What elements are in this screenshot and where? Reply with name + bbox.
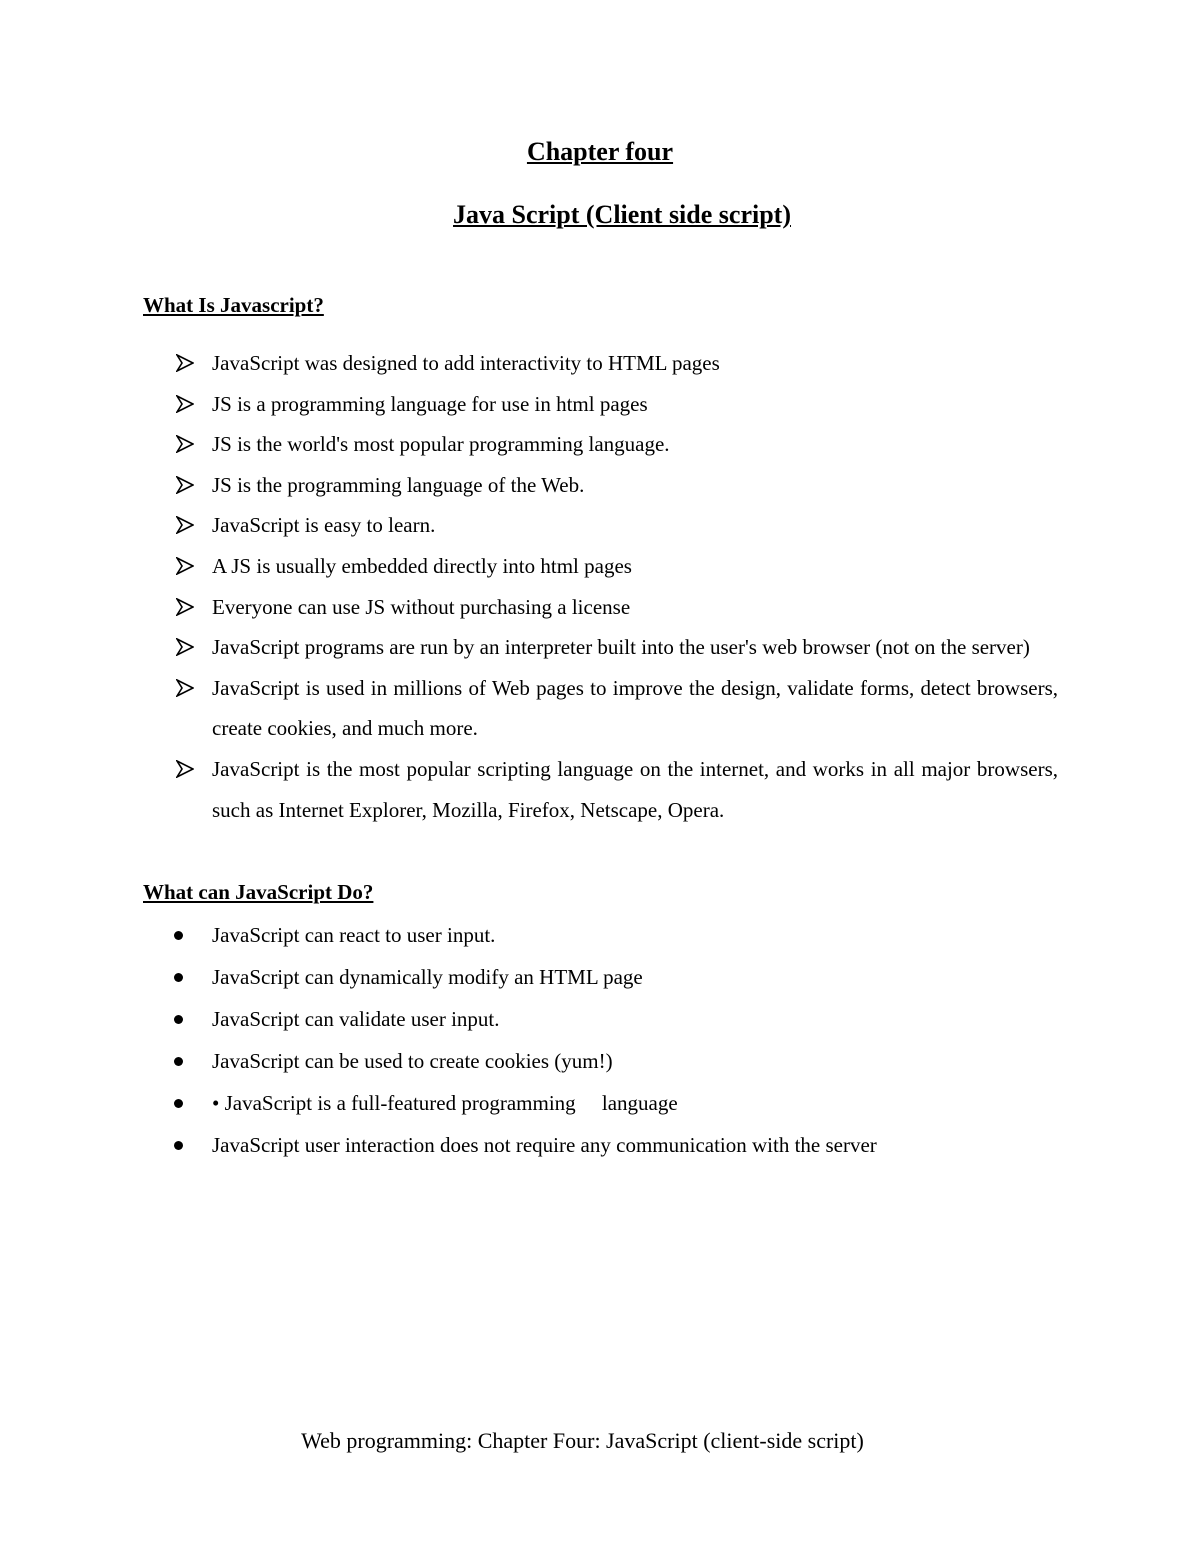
page-title: Java Script (Client side script) (453, 200, 791, 229)
bullet-dot-icon (174, 1099, 183, 1108)
list-item (0, 546, 1200, 587)
arrow-bullet-icon (176, 343, 194, 372)
list-item-text: JS is the world's most popular programming language. (212, 432, 670, 457)
arrow-bullet-list (0, 343, 1200, 830)
arrow-bullet-icon (176, 465, 194, 494)
list-item (0, 1040, 1200, 1082)
list-item-text: JavaScript user interaction does not require any communication with the server (212, 1133, 877, 1157)
list-item-text: JS is the programming language of the Web. (212, 472, 585, 497)
list-item-text: JS is a programming language for use in html pages (212, 391, 648, 416)
list-item (0, 749, 1200, 830)
chapter-heading: Chapter four (526, 137, 674, 166)
arrow-bullet-icon (176, 749, 194, 778)
section-heading-what-can: What can JavaScript Do? (143, 880, 374, 904)
bullet-dot-icon (174, 931, 183, 940)
list-item (0, 384, 1200, 425)
arrow-bullet-icon (176, 627, 194, 656)
list-item-text: JavaScript was designed to add interactivity to HTML pages (212, 351, 720, 375)
list-item-text: JavaScript is the most popular scripting language on the internet, and works in all major browsers, such as Internet Explorer, Mozilla, Firefox, Netscape, Opera. (212, 756, 1058, 822)
list-item-text: JavaScript is used in millions of Web pages to improve the design, validate forms, detect browsers, create cookies, and much more. (212, 675, 1058, 741)
bullet-dot-icon (174, 973, 183, 982)
list-item-text: Everyone can use JS without purchasing a license (212, 594, 631, 619)
list-item (0, 914, 1200, 956)
list-item-text: JavaScript is easy to learn. (212, 513, 436, 538)
list-item-text: JavaScript can react to user input. (212, 923, 496, 947)
bullet-dot-icon (174, 1015, 183, 1024)
arrow-bullet-icon (176, 587, 194, 616)
arrow-bullet-icon (176, 384, 194, 413)
list-item (0, 424, 1200, 465)
list-item-text: A JS is usually embedded directly into html pages (212, 553, 632, 578)
list-item (0, 1082, 1200, 1124)
list-item (0, 956, 1200, 998)
arrow-bullet-icon (176, 505, 194, 534)
list-item-text: • JavaScript is a full-featured programming language (212, 1091, 678, 1115)
bullet-dot-icon (174, 1057, 183, 1066)
list-item-text: JavaScript can be used to create cookies (yum!) (212, 1049, 613, 1073)
list-item (0, 465, 1200, 506)
list-item (0, 668, 1200, 749)
arrow-bullet-icon (176, 668, 194, 697)
dot-bullet-list (0, 914, 1200, 1166)
arrow-bullet-icon (176, 424, 194, 453)
list-item-text: JavaScript can validate user input. (212, 1007, 500, 1031)
list-item-text: JavaScript programs are run by an interpreter built into the user's web browser (not on the server) (212, 635, 1030, 660)
list-item (0, 1124, 1200, 1166)
bullet-dot-icon (174, 1141, 183, 1150)
list-item (0, 505, 1200, 546)
section-heading-what-is: What Is Javascript? (143, 293, 324, 317)
list-item (0, 587, 1200, 628)
list-item (0, 343, 1200, 384)
list-item (0, 998, 1200, 1040)
list-item-text: JavaScript can dynamically modify an HTML page (212, 965, 643, 989)
arrow-bullet-icon (176, 546, 194, 575)
page-footer: Web programming: Chapter Four: JavaScript (client-side script) (301, 1428, 864, 1453)
list-item (0, 627, 1200, 668)
